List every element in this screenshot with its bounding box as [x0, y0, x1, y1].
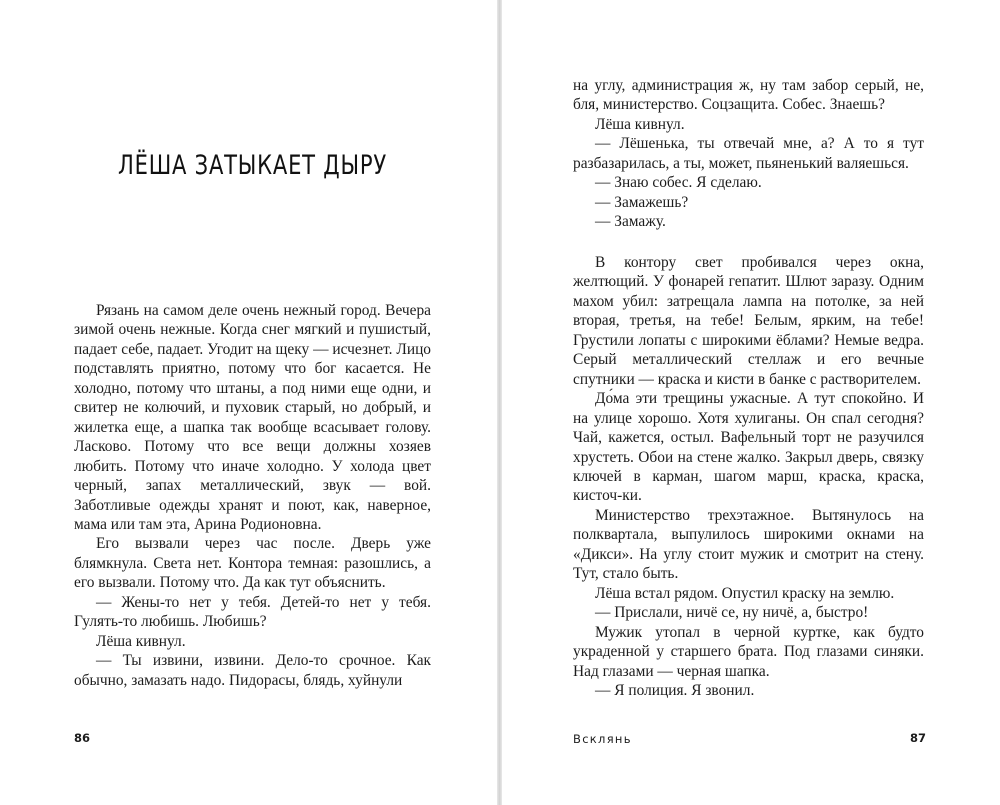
paragraph: — Лёшенька, ты отвечай мне, а? А то я тут разбазарилась, а ты, может, пьяненький валяешься. — [573, 135, 924, 172]
continued-paragraph: на углу, администрация ж, ну там забор серый, не, бля, министерство. Соцзащита. Собес. Знаешь? — [573, 77, 924, 114]
paragraph: Министерство трехэтажное. Вытянулось на полквартала, выпулилось широкими окнами на «Дикси». На углу стоит мужик и смотрит на стену. Тут, стало быть. — [573, 506, 924, 583]
right-page-body-top — [573, 76, 924, 232]
paragraph: Лёша кивнул. — [595, 115, 685, 133]
right-page — [502, 0, 1000, 805]
left-page — [0, 0, 497, 805]
left-page-body — [74, 301, 431, 690]
paragraph: — Жены-то нет у тебя. Детей-то нет у тебя. Гулять-то любишь. Любишь? — [74, 593, 431, 631]
paragraph: Рязань на самом деле очень нежный город. Вечера зимой очень нежные. Когда снег мягкий и пушистый, падает себе, падает. Угодит на щеку — исчезнет. Лицо подставлять приятно, потому что бог касается. Не холодно, потому что штаны, а под ними еще одни, и свитер не колючий, и пуховик старый, но добрый, и жилетка еще, а шапка так вообще всасывает голову. Ласково. Потому что все вещи должны хозяев любить. Потому что иначе холодно. У холода цвет черный, запах металлический, звук — вой. Заботливые одежды хранят и поют, как, наверное, мама или там эта, Арина Родионовна. — [74, 302, 431, 533]
paragraph: — Я полиция. Я звонил. — [595, 681, 755, 699]
paragraph: — Знаю собес. Я сделаю. — [595, 174, 762, 192]
chapter-title: ЛЁША ЗАТЫКАЕТ ДЫРУ — [118, 150, 387, 181]
paragraph: До́ма эти трещины ужасные. А тут спокойно. И на улице хорошо. Хотя хулиганы. Он спал сегодня? Чай, кажется, остыл. Вафельный торт не разучился хрустеть. Обои на стене жалко. Закрыл дверь, связку ключей в карман, шагом марш, краска, краска, кисточ-ки. — [573, 390, 924, 505]
right-page-body-bottom — [573, 253, 924, 700]
paragraph: В контору свет пробивался через окна, желтющий. У фонарей гепатит. Шлют заразу. Одним махом убил: затрещала лампа на потолке, за ней вторая, третья, на тебе! Белым, ярким, на тебе! Грустили лопаты с широкими ёблами? Немые ведра. Серый металлический стеллаж и его вечные спутники — краска и кисти в банке с растворителем. — [573, 254, 924, 388]
paragraph: — Замажу. — [595, 213, 666, 231]
paragraph: — Замажешь? — [595, 193, 689, 211]
paragraph: — Прислали, ничё се, ну ничё, а, быстро! — [595, 604, 869, 622]
paragraph: — Ты извини, извини. Дело-то срочное. Как обычно, замазать надо. Пидорасы, блядь, хуйнули — [74, 652, 431, 689]
running-head: Всклянь — [573, 732, 632, 746]
paragraph: Мужик утопал в черной куртке, как будто украденной у старшего брата. Под глазами синяки. Над глазами — черная шапка. — [573, 623, 924, 680]
paragraph: Лёша встал рядом. Опустил краску на землю. — [595, 584, 895, 602]
paragraph: Его вызвали через час после. Дверь уже блямкнула. Света нет. Контора темная: разошлись, а его вызвали. Потому что. Да как тут объяснить. — [74, 535, 431, 592]
page-number-right: 87 — [910, 731, 927, 745]
paragraph: Лёша кивнул. — [96, 632, 186, 650]
page-number-left: 86 — [74, 731, 91, 745]
